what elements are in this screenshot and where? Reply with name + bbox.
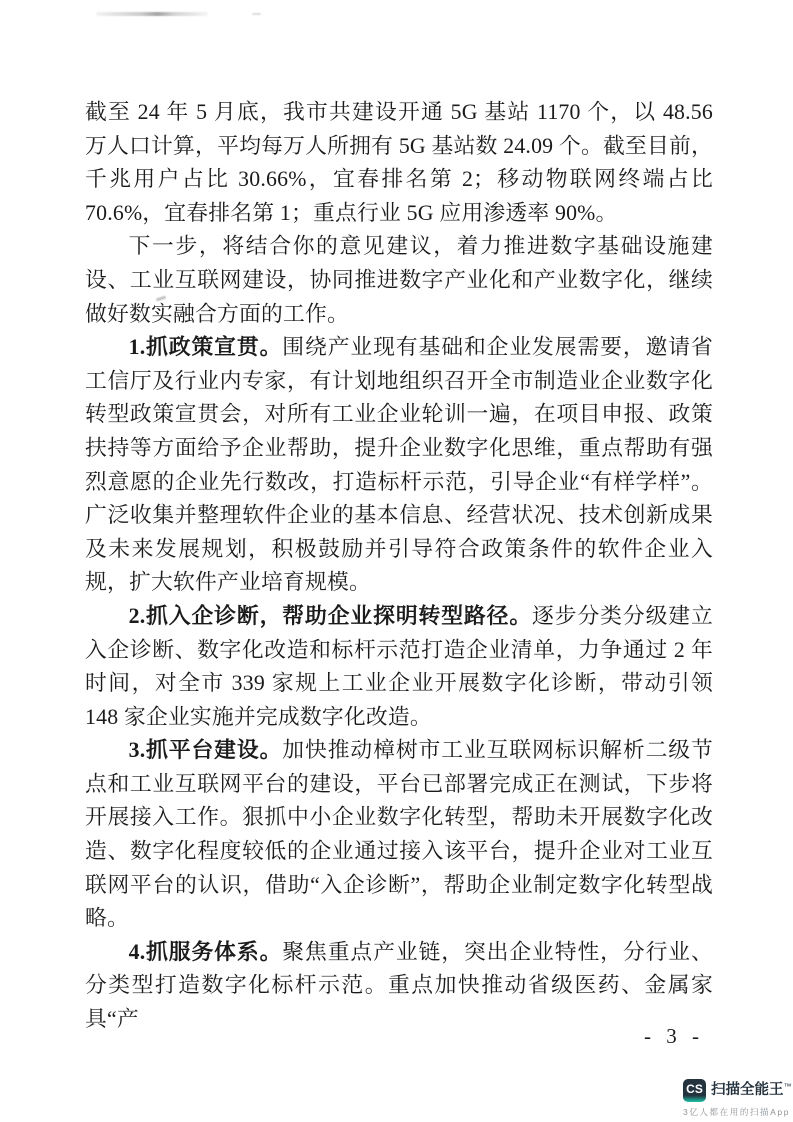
paragraph-5 (85, 734, 713, 936)
paragraph-text: 加快推动樟树市工业互联网标识解析二级节点和工业互联网平台的建设，平台已部署完成正在测试，下步将开展接入工作。狠抓中小企业数字化转型，帮助未开展数字化改造、数字化程度较低的企业通过接入该平台，提升企业对工业互联网平台的认识，借助“入企诊断”，帮助企业制定数字化转型战略。 (85, 738, 713, 931)
scan-smudge-artifact (96, 12, 208, 16)
paragraph-lead: 4.抓服务体系。 (128, 939, 283, 964)
camscanner-app-name (711, 1083, 792, 1098)
paragraph-4 (85, 600, 713, 734)
paragraph-text: 截至 24 年 5 月底，我市共建设开通 5G 基站 1170 个，以 48.56 万人口计算，平均每万人所拥有 5G 基站数 24.09 个。截至目前，千兆用户占比 30.66%，宜春排名第 2；移动物联网终端占比 70.6%，宜春排名第 1；重点行业 5G 应用渗透率 90%。 (85, 100, 713, 225)
camscanner-watermark (683, 1079, 792, 1118)
paragraph-1 (85, 96, 713, 230)
camscanner-logo-icon: CS (683, 1079, 706, 1102)
paragraph-text: 围绕产业现有基础和企业发展需要，邀请省工信厅及行业内专家，有计划地组织召开全市制造业企业数字化转型政策宣贯会，对所有工业企业轮训一遍，在项目申报、政策扶持等方面给予企业帮助，提升企业数字化思维，重点帮助有强烈意愿的企业先行数改，打造标杆示范，引导企业“有样学样”。广泛收集并整理软件企业的基本信息、经营状况、技术创新成果及未来发展规划，积极鼓励并引导符合政策条件的软件企业入规，扩大软件产业培育规模。 (85, 335, 713, 595)
paragraph-text: 聚焦重点产业链，突出企业特性，分行业、分类型打造数字化标杆示范。重点加快推动省级医药、金属家具“产 (85, 939, 713, 1032)
paragraph-lead: 3.抓平台建设。 (128, 738, 283, 763)
scan-speck-artifact (252, 13, 261, 15)
camscanner-tagline: 3亿人都在用的扫描App (683, 1107, 791, 1117)
page-number: - 3 - (644, 1024, 704, 1048)
paragraph-2 (85, 230, 713, 331)
paragraph-lead: 2.抓入企诊断，帮助企业探明转型路径。 (128, 603, 533, 628)
trademark-symbol: ™ (783, 1082, 792, 1092)
paragraph-text: 下一步，将结合你的意见建议，着力推进数字基础设施建设、工业互联网建设，协同推进数字产业化和产业数字化，继续做好数实融合方面的工作。 (85, 234, 713, 326)
paragraph-3 (85, 331, 713, 600)
camscanner-app-name-text: 扫描全能王 (711, 1082, 784, 1099)
paragraph-6 (85, 936, 713, 1037)
document-body (85, 96, 713, 1037)
paragraph-lead: 1.抓政策宣贯。 (128, 335, 283, 360)
paragraph-text: 逐步分类分级建立入企诊断、数字化改造和标杆示范打造企业清单，力争通过 2 年时间，对全市 339 家规上工业企业开展数字化诊断，带动引领 148 家企业实施并完成数字化改造。 (85, 603, 713, 729)
